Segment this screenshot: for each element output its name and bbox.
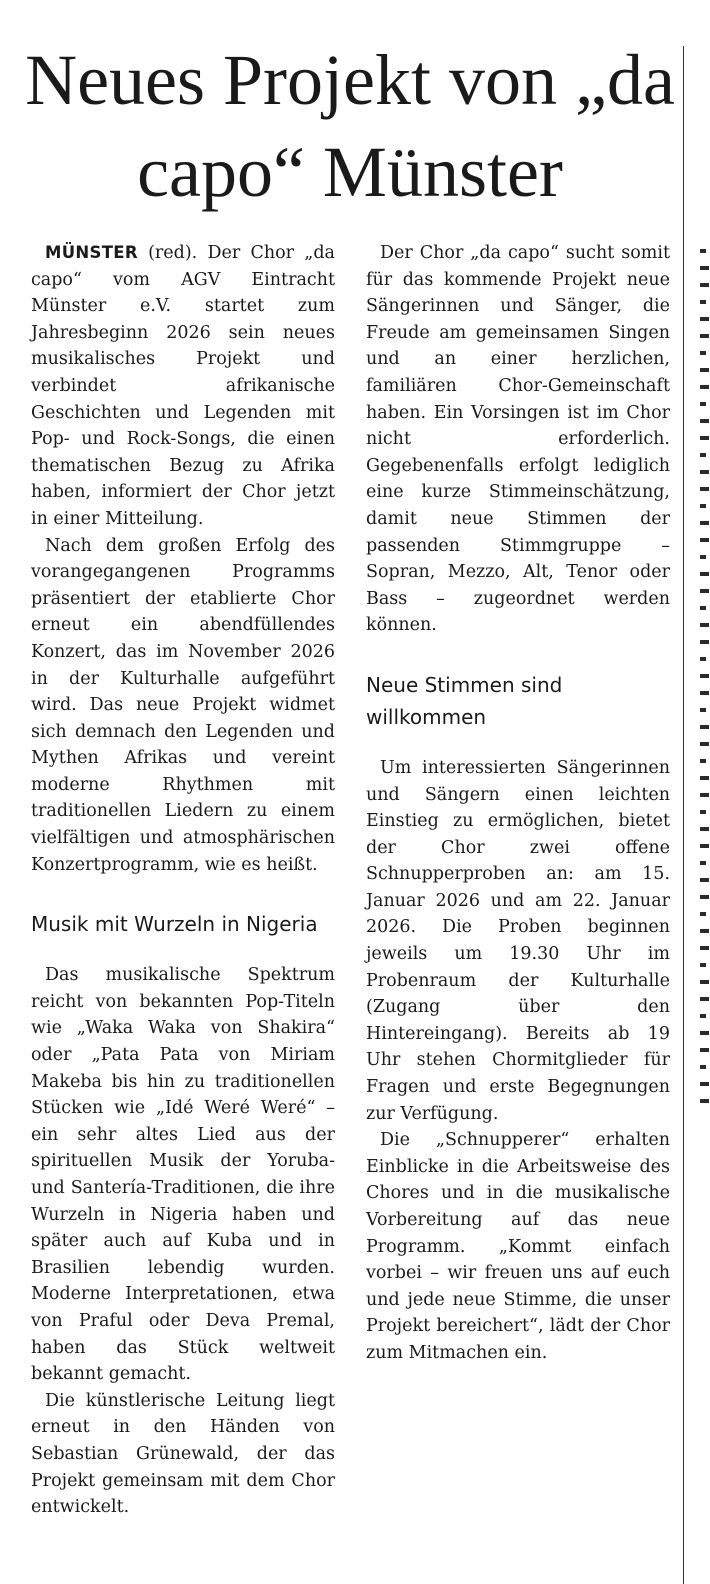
adjacent-text-fragment [700,555,706,559]
adjacent-text-fragment [700,810,706,814]
adjacent-text-fragment [700,640,709,644]
paragraph-5: Der Chor „da capo“ sucht somit für das kommende Projekt neue Sängerinnen und Sänger, die Freude am gemeinsamen Singen und an einer herzlichen, familiären Chor-Gemeinschaft haben. Ein Vorsingen ist im Chor nicht erforderlich. Gegebenenfalls erfolgt lediglich eine kurze Stimmeinschätzung, damit neue Stimmen der passenden Stimmgruppe – Sopran, Mezzo, Alt, Tenor oder Bass – zugeordnet werden können. [366,243,670,636]
adjacent-text-fragment [700,606,706,610]
adjacent-text-fragment [700,674,709,678]
adjacent-text-fragment [700,538,709,542]
adjacent-text-fragment [700,283,709,287]
adjacent-text-fragment [700,521,709,525]
adjacent-text-fragment [700,1065,706,1069]
byline: (red). [137,243,208,263]
adjacent-text-fragment [700,963,706,967]
adjacent-text-fragment [700,691,709,695]
column-right [366,240,670,1367]
paragraph-4: Die künstlerische Leitung liegt erneut in den Händen von Sebastian Grünewald, der das Projekt gemeinsam mit dem Chor entwickelt. [31,1390,335,1518]
adjacent-text-fragment [700,912,706,916]
adjacent-text-fragment [700,300,706,304]
adjacent-text-fragment [700,895,709,899]
adjacent-text-fragment [700,827,709,831]
adjacent-text-fragment [700,1082,709,1086]
adjacent-article-edge [700,240,710,1570]
adjacent-text-fragment [700,419,709,423]
headline [20,34,680,218]
paragraph-3: Das musikalische Spektrum reicht von bekannten Pop-Titeln wie „Waka Waka von Shakira“ oder „Pata Pata von Miriam Makeba bis hin zu traditionellen Stücken wie „Idé Weré Weré“ – ein sehr altes Lied aus der spirituellen Musik der Yoruba- und Santería-Traditionen, die ihre Wurzeln in Nigeria haben und später auch auf Kuba und in Brasilien lebendig wurden. Moderne Interpretationen, etwa von Praful oder Deva Premal, haben das Stück weltweit bekannt gemacht. [31,965,335,1385]
adjacent-text-fragment [700,368,709,372]
adjacent-text-fragment [700,708,706,712]
adjacent-text-fragment [700,980,709,984]
adjacent-text-fragment [700,351,706,355]
adjacent-text-fragment [700,742,709,746]
adjacent-text-fragment [700,793,709,797]
adjacent-text-fragment [700,453,706,457]
adjacent-text-fragment [700,1014,706,1018]
adjacent-text-fragment [700,487,709,491]
paragraph-2: Nach dem großen Erfolg des vorangegangenen Programms präsentiert der etablierte Chor erneut ein abendfüllendes Konzert, das im November 2026 in der Kulturhalle aufgeführt wird. Das neue Projekt widmet sich demnach den Legenden und Mythen Afrikas und vereint moderne Rhythmen mit traditionellen Liedern zu einem vielfältigen und atmosphärischen Konzertprogramm, wie es heißt. [31,535,335,875]
adjacent-text-fragment [700,266,709,270]
headline-text: Neues Projekt von „da capo“ Münster [25,40,675,212]
adjacent-text-fragment [700,725,709,729]
adjacent-text-fragment [700,504,706,508]
lead-text: Der Chor „da capo“ vom AGV Eintracht Münster e.V. startet zum Jahresbeginn 2026 sein neues musikalisches Projekt und verbindet afrikanische Geschichten und Legenden mit Pop- und Rock-Songs, die einen thematischen Bezug zu Afrika haben, informiert der Chor jetzt in einer Mitteilung. [31,243,335,529]
adjacent-text-fragment [700,1099,709,1103]
adjacent-text-fragment [700,470,709,474]
adjacent-text-fragment [700,861,706,865]
adjacent-text-fragment [700,623,709,627]
adjacent-text-fragment [700,436,709,440]
adjacent-text-fragment [700,657,706,661]
column-divider-rule [683,46,684,1584]
paragraph-6: Um interessierten Sängerinnen und Sängern einen leichten Einstieg zu ermöglichen, bietet der Chor zwei offene Schnupperproben an: am 15. Januar 2026 und am 22. Januar 2026. Die Proben beginnen jeweils um 19.30 Uhr im Probenraum der Kulturhalle (Zugang über den Hintereingang). Bereits ab 19 Uhr stehen Chormitglieder für Fragen und erste Begegnungen zur Verfügung. [366,757,670,1124]
adjacent-text-fragment [700,1048,709,1052]
adjacent-text-fragment [700,334,709,338]
adjacent-text-fragment [700,946,709,950]
paragraph-7: Die „Schnupperer“ erhalten Einblicke in die Arbeitsweise des Chores und in die musikalische Vorbereitung auf das neue Programm. „Kommt einfach vorbei – wir freuen uns auf euch und jede neue Stimme, die unser Projekt bereichert“, lädt der Chor zum Mitmachen ein. [366,1130,670,1363]
adjacent-text-fragment [700,1031,709,1035]
subhead-musik-mit-wurzeln: Musik mit Wurzeln in Nigeria [31,912,318,937]
lead-paragraph [31,240,335,533]
column-left [31,240,335,1521]
adjacent-text-fragment [700,776,709,780]
adjacent-text-fragment [700,589,709,593]
adjacent-text-fragment [700,929,709,933]
subhead-neue-stimmen: Neue Stimmen sind willkommen [366,672,563,729]
adjacent-text-fragment [700,317,709,321]
adjacent-text-fragment [700,844,709,848]
dateline-kicker: MÜNSTER [45,243,138,262]
adjacent-text-fragment [700,402,706,406]
adjacent-text-fragment [700,385,709,389]
adjacent-text-fragment [700,759,706,763]
adjacent-text-fragment [700,249,706,253]
adjacent-text-fragment [700,572,709,576]
adjacent-text-fragment [700,997,709,1001]
adjacent-text-fragment [700,878,709,882]
